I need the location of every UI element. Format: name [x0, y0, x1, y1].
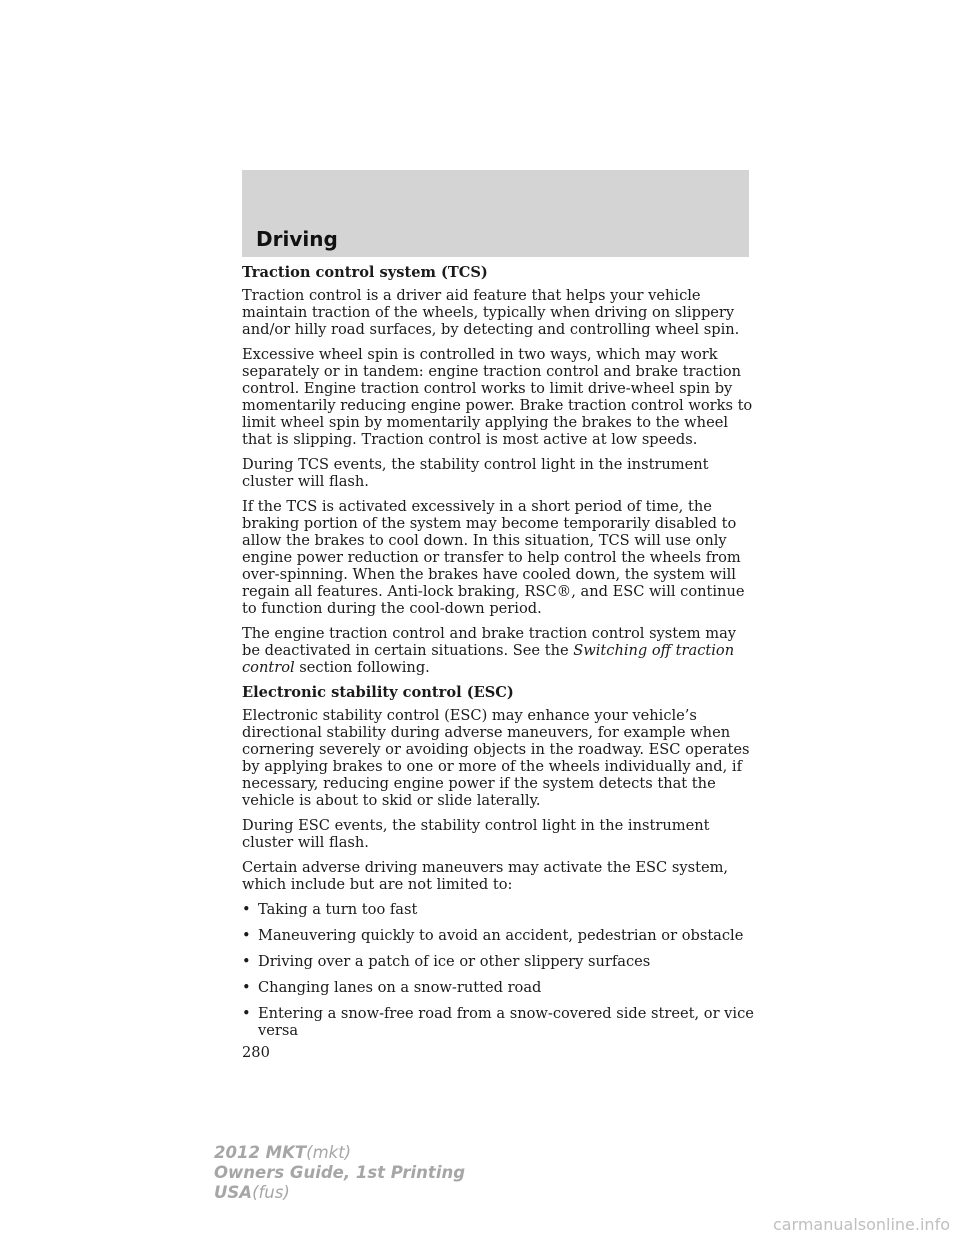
print-footer: [214, 1143, 465, 1203]
paragraph-text: section following.: [299, 659, 430, 676]
paragraph-tcs-events: During TCS events, the stability control light in the instrument cluster will flash.: [242, 456, 709, 490]
list-item: • Entering a snow-free road from a snow-covered side street, or vice versa: [242, 1005, 754, 1039]
bullet-icon: •: [242, 953, 251, 970]
paragraph-tcs-cooldown: If the TCS is activated excessively in a short period of time, the braking portion of the system may become temporarily disabled to allow the brakes to cool down. In this situation, TCS will use only engine power reduction or transfer to help control the wheels from over-spinning. When the brakes have cooled down, the system will regain all features. Anti-lock braking, RSC®, and ESC will continue to function during the cool-down period.: [242, 498, 745, 617]
list-item: • Changing lanes on a snow-rutted road: [242, 979, 542, 996]
section-title: Driving: [256, 227, 338, 251]
bullet-icon: •: [242, 927, 251, 944]
section-header-band: [242, 170, 749, 257]
list-item: • Driving over a patch of ice or other slippery surfaces: [242, 953, 651, 970]
watermark: carmanualsonline.info: [772, 1215, 950, 1234]
paragraph-tcs-deactivate: [242, 625, 754, 676]
page-number: 280: [242, 1044, 270, 1061]
page-content: [242, 264, 754, 1061]
footer-line: USA(fus): [214, 1183, 290, 1202]
maneuver-list: [242, 901, 754, 1039]
paragraph-tcs-intro: Traction control is a driver aid feature that helps your vehicle maintain traction of the wheels, typically when driving on slippery and/or hilly road surfaces, by detecting and controlling wheel spin.: [242, 287, 740, 338]
esc-heading: Electronic stability control (ESC): [242, 684, 514, 701]
cross-reference: Switching off traction control: [242, 642, 735, 676]
paragraph-esc-intro: Electronic stability control (ESC) may enhance your vehicle’s directional stability during adverse maneuvers, for example when cornering severely or avoiding objects in the roadway. ESC operates by applying brakes to one or more of the wheels individually and, if necessary, reducing engine power if the system detects that the vehicle is about to skid or slide laterally.: [242, 707, 750, 809]
paragraph-esc-maneuvers: Certain adverse driving maneuvers may activate the ESC system, which include but are not limited to:: [242, 859, 729, 893]
list-item: • Maneuvering quickly to avoid an accident, pedestrian or obstacle: [242, 927, 744, 944]
bullet-icon: •: [242, 1005, 251, 1022]
bullet-icon: •: [242, 979, 251, 996]
paragraph-text: The engine traction control and brake traction control system may be deactivated in certain situations. See the: [242, 625, 737, 659]
tcs-heading: Traction control system (TCS): [242, 264, 488, 281]
bullet-icon: •: [242, 901, 251, 918]
paragraph-wheel-spin: Excessive wheel spin is controlled in two ways, which may work separately or in tandem: engine traction control and brake traction control. Engine traction control works to limit drive-wheel spin by momentarily reducing engine power. Brake traction control works to limit wheel spin by momentarily applying the brakes to the wheel that is slipping. Traction control is most active at low speeds.: [242, 346, 753, 448]
paragraph-esc-events: During ESC events, the stability control light in the instrument cluster will flash.: [242, 817, 710, 851]
footer-line: 2012 MKT(mkt): [214, 1143, 352, 1162]
list-item: • Taking a turn too fast: [242, 901, 418, 918]
footer-line: Owners Guide, 1st Printing: [214, 1163, 466, 1182]
